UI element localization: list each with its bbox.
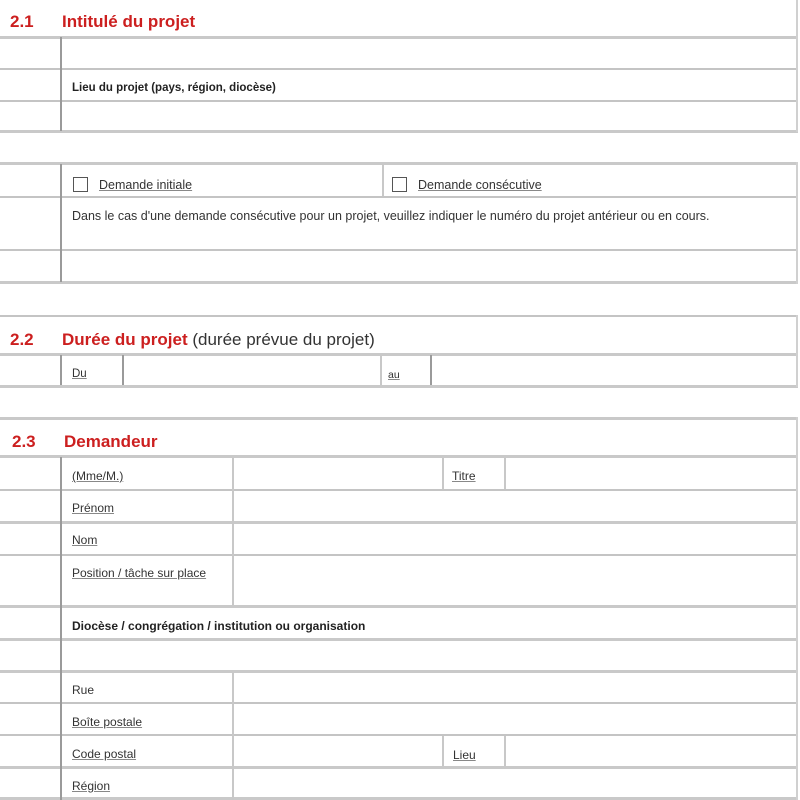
divider bbox=[0, 734, 798, 736]
divider bbox=[0, 605, 798, 608]
right-border bbox=[796, 315, 798, 387]
section-number: 2.2 bbox=[10, 330, 34, 349]
divider bbox=[0, 315, 798, 317]
section-number: 2.1 bbox=[10, 12, 34, 31]
region-field[interactable] bbox=[234, 769, 796, 797]
salutation-field[interactable] bbox=[234, 458, 441, 488]
divider bbox=[0, 196, 798, 198]
initial-request-label[interactable]: Demande initiale bbox=[99, 178, 193, 192]
divider bbox=[0, 554, 798, 556]
column-divider bbox=[60, 164, 62, 282]
section-2-3-heading bbox=[12, 432, 158, 452]
prenom-label: Prénom bbox=[72, 501, 115, 515]
nom-label: Nom bbox=[72, 533, 98, 547]
nom-field[interactable] bbox=[234, 524, 796, 554]
divider bbox=[0, 385, 798, 388]
column-divider bbox=[232, 672, 234, 800]
column-divider bbox=[60, 457, 62, 800]
rue-field[interactable] bbox=[234, 673, 796, 702]
section-subtitle: (durée prévue du projet) bbox=[192, 330, 375, 349]
position-label bbox=[72, 563, 230, 584]
prenom-field[interactable] bbox=[234, 491, 796, 521]
boite-postale-field[interactable] bbox=[234, 705, 796, 734]
column-divider bbox=[442, 736, 444, 767]
divider bbox=[0, 281, 798, 284]
from-label: Du bbox=[72, 368, 87, 380]
position-field[interactable] bbox=[234, 557, 796, 605]
from-date-field[interactable] bbox=[124, 356, 380, 384]
organisation-label: Diocèse / congrégation / institution ou organisation bbox=[72, 619, 366, 633]
boite-postale-label: Boîte postale bbox=[72, 715, 143, 729]
rue-label: Rue bbox=[72, 683, 95, 697]
to-date-field[interactable] bbox=[432, 356, 796, 384]
column-divider bbox=[60, 37, 62, 131]
previous-project-field[interactable] bbox=[62, 251, 796, 281]
section-2-2-heading bbox=[10, 330, 375, 350]
column-divider bbox=[442, 458, 444, 489]
section-number: 2.3 bbox=[12, 432, 36, 451]
code-postal-field[interactable] bbox=[234, 737, 441, 766]
titre-field[interactable] bbox=[506, 458, 796, 488]
section-title: Durée du projet bbox=[62, 330, 188, 349]
salutation-label: (Mme/M.) bbox=[72, 469, 124, 483]
column-divider bbox=[232, 457, 234, 606]
divider bbox=[0, 702, 798, 704]
organisation-field[interactable] bbox=[62, 641, 796, 670]
divider bbox=[0, 130, 798, 133]
position-label-text: Position / tâche sur place bbox=[72, 566, 207, 580]
right-border bbox=[796, 0, 798, 132]
location-field[interactable] bbox=[62, 102, 796, 130]
titre-label: Titre bbox=[452, 469, 476, 483]
lieu-label: Lieu bbox=[453, 748, 476, 762]
divider bbox=[0, 162, 798, 165]
location-label: Lieu du projet (pays, région, diocèse) bbox=[72, 82, 276, 94]
divider bbox=[0, 417, 798, 420]
section-title: Demandeur bbox=[64, 432, 158, 451]
project-title-field[interactable] bbox=[62, 39, 796, 68]
consecutive-request-label[interactable]: Demande consécutive bbox=[418, 178, 542, 192]
section-2-1-heading bbox=[10, 12, 195, 32]
checkbox-initial[interactable] bbox=[73, 177, 88, 192]
right-border bbox=[796, 417, 798, 800]
right-border bbox=[796, 162, 798, 284]
column-divider bbox=[60, 355, 62, 385]
to-label: au bbox=[388, 369, 400, 381]
code-postal-label: Code postal bbox=[72, 747, 137, 761]
lieu-field[interactable] bbox=[506, 737, 796, 766]
section-title: Intitulé du projet bbox=[62, 12, 196, 31]
checkbox-consecutive[interactable] bbox=[392, 177, 407, 192]
column-divider bbox=[380, 355, 382, 385]
divider bbox=[0, 68, 798, 70]
column-divider bbox=[382, 164, 384, 196]
region-label: Région bbox=[72, 779, 111, 793]
instruction-text: Dans le cas d'une demande consécutive pour un projet, veuillez indiquer le numéro du projet antérieur ou en cours. bbox=[72, 209, 710, 223]
